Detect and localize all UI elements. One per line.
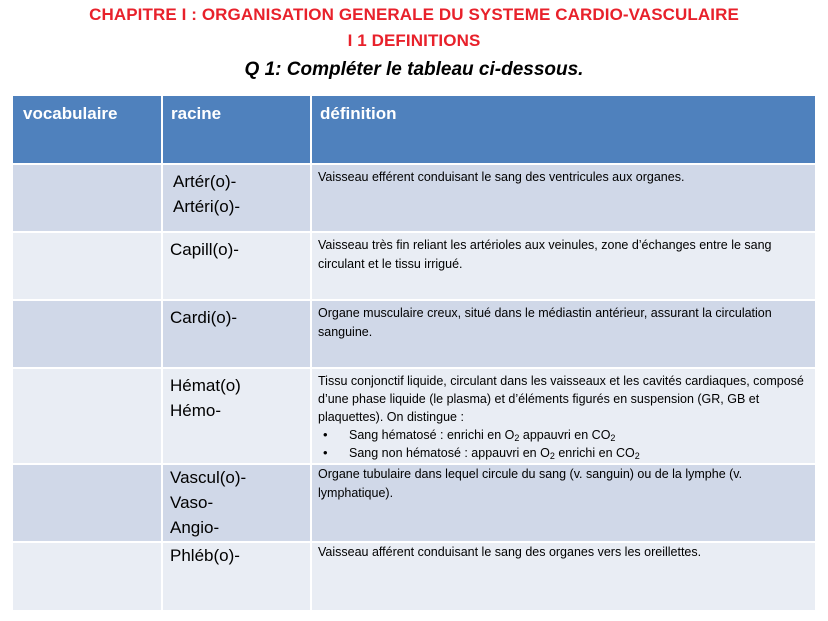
vocabulaire-value [13, 369, 161, 373]
header-cell-racine [163, 96, 310, 163]
bullet-text: enrichi en CO [554, 446, 635, 460]
bullet-text: Sang non hématosé : appauvri en O [349, 446, 550, 460]
vocabulaire-value [13, 165, 161, 169]
racine-value: Cardi(o)- [170, 308, 238, 327]
vocabulaire-value [13, 233, 161, 237]
header-cell-vocabulaire [13, 96, 161, 163]
table-row [13, 465, 815, 541]
racine-cell [163, 465, 310, 541]
vocabulary-table [13, 96, 815, 610]
definition-value: Vaisseau très fin reliant les artérioles aux veinules, zone d’échanges entre le sang circulant et le tissu irrigué. [318, 238, 772, 271]
definition-value [312, 369, 815, 462]
definition-text: Tissu conjonctif liquide, circulant dans les vaisseaux et les cavités cardiaques, composé d’une phase liquide (le plasma) et d’éléments figurés en suspension (GR, GB et plaquettes). On distingue : [318, 374, 804, 424]
vocabulaire-cell [13, 465, 161, 541]
table-row [13, 233, 815, 299]
definition-cell [312, 465, 815, 541]
racine-value: Hémat(o) Hémo- [170, 376, 241, 420]
table-row [13, 165, 815, 231]
racine-cell [163, 369, 310, 463]
racine-value: Artér(o)- Artéri(o)- [173, 172, 241, 216]
table-row [13, 301, 815, 367]
definition-value: Vaisseau afférent conduisant le sang des organes vers les oreillettes. [318, 545, 702, 559]
chapter-title: CHAPITRE I : ORGANISATION GENERALE DU SYSTEME CARDIO-VASCULAIRE [89, 5, 739, 24]
racine-value: Phléb(o)- [170, 546, 240, 565]
racine-cell [163, 165, 310, 231]
section-title: I 1 DEFINITIONS [347, 31, 481, 50]
column-header-definition: définition [320, 104, 397, 123]
bullet-text: Sang hématosé : enrichi en O [349, 428, 515, 442]
definition-cell [312, 233, 815, 299]
subscript: 2 [514, 433, 520, 443]
vocabulaire-cell [13, 165, 161, 231]
column-header-vocabulaire: vocabulaire [23, 104, 118, 123]
vocabulaire-value [13, 301, 161, 305]
racine-cell [163, 233, 310, 299]
definition-value: Organe tubulaire dans lequel circule du sang (v. sanguin) ou de la lymphe (v. lymphatique). [318, 467, 743, 500]
subscript: 2 [610, 433, 616, 443]
racine-value: Vascul(o)- Vaso- Angio- [170, 468, 247, 537]
vocabulaire-cell [13, 543, 161, 610]
definition-value: Vaisseau efférent conduisant le sang des ventricules aux organes. [318, 170, 685, 184]
definition-cell [312, 165, 815, 231]
question-heading: Q 1: Compléter le tableau ci-dessous. [244, 59, 584, 80]
header-cell-definition [312, 96, 815, 163]
subscript: 2 [549, 451, 555, 461]
subscript: 2 [634, 451, 640, 461]
table-row [13, 543, 815, 610]
definition-cell [312, 369, 815, 463]
definition-value: Organe musculaire creux, situé dans le médiastin antérieur, assurant la circulation sanguine. [318, 306, 772, 339]
list-item [349, 444, 809, 462]
column-header-racine: racine [171, 104, 222, 123]
racine-cell [163, 301, 310, 367]
vocabulaire-cell [13, 233, 161, 299]
list-item [349, 426, 809, 444]
bullet-text: appauvri en CO [519, 428, 611, 442]
table-row [13, 369, 815, 463]
vocabulaire-value [13, 465, 161, 469]
definition-cell [312, 543, 815, 610]
racine-cell [163, 543, 310, 610]
vocabulaire-cell [13, 369, 161, 463]
definition-bullet-list [318, 426, 809, 462]
table-header-row [13, 96, 815, 163]
vocabulaire-cell [13, 301, 161, 367]
vocabulaire-value [13, 543, 161, 547]
racine-value: Capill(o)- [170, 240, 239, 259]
definition-cell [312, 301, 815, 367]
